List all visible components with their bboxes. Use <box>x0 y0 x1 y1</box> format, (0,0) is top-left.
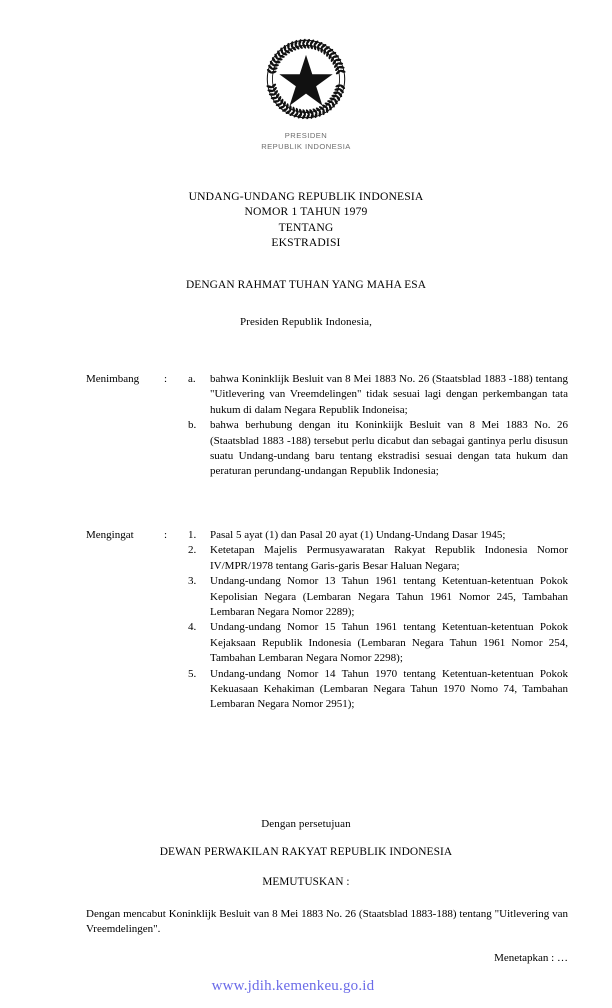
mengingat-colon: : <box>164 529 168 541</box>
title-line-number: NOMOR 1 TAHUN 1979 <box>244 205 368 219</box>
list-item <box>188 528 568 543</box>
clause-mengingat <box>86 528 568 713</box>
heading-presiden: Presiden Republik Indonesia, <box>239 316 373 328</box>
mengingat-label: Mengingat <box>86 529 134 541</box>
heading-rahmat: DENGAN RAHMAT TUHAN YANG MAHA ESA <box>185 279 427 291</box>
emblem-caption-line2: REPUBLIK INDONESIA <box>261 141 351 151</box>
item-text: bahwa Koninklijk Besluit van 8 Mei 1883 No. 26 (Staatsblad 1883 -188) tentang "Uitlevering van Vreemdelingen" tidak sesuai lagi dengan perkembangan tata hukum di dalam Negara Republik Indoneisa; <box>210 373 568 416</box>
item-text: Undang-undang Nomor 14 Tahun 1970 tentang Ketentuan-ketentuan Pokok Kekuasaan Kehakiman (Lembaran Negara Tahun 1970 Nomo 74, Tambahan Lembaran Negara Nomor 2951); <box>210 667 568 711</box>
emblem-caption-line1: PRESIDEN <box>284 131 328 140</box>
list-item <box>188 574 568 620</box>
item-marker: 4. <box>188 621 197 634</box>
footer-url-text[interactable]: www.jdih.kemenkeu.go.id <box>211 978 375 994</box>
title-line-subject: EKSTRADISI <box>271 236 341 250</box>
item-marker: 5. <box>188 667 197 680</box>
item-text: Pasal 5 ayat (1) dan Pasal 20 ayat (1) Undang-Undang Dasar 1945; <box>210 529 506 541</box>
list-item <box>188 667 568 713</box>
list-item <box>188 372 568 418</box>
footer-url[interactable] <box>0 978 612 995</box>
item-marker: b. <box>188 419 197 432</box>
menetapkan-line: Menetapkan : … <box>494 952 568 964</box>
heading-persetujuan: Dengan persetujuan <box>261 818 351 830</box>
list-item <box>188 620 568 666</box>
emblem-caption <box>0 131 612 152</box>
closing-paragraph: Dengan mencabut Koninklijk Besluit van 8 Mei 1883 No. 26 (Staatsblad 1883-188) tentang "Uitlevering van Vreemdelingen". <box>86 908 568 936</box>
item-marker: 3. <box>188 575 197 588</box>
menimbang-items <box>188 372 568 480</box>
title-line-tentang: TENTANG <box>278 220 334 234</box>
title-line-law-name: UNDANG-UNDANG REPUBLIK INDONESIA <box>188 190 424 203</box>
garuda-star-wreath-emblem <box>263 36 349 122</box>
document-title-block <box>0 189 612 251</box>
emblem-block <box>0 36 612 152</box>
item-text: Ketetapan Majelis Permusyawaratan Rakyat Republik Indonesia Nomor IV/MPR/1978 tentang Garis-garis Besar Haluan Negara; <box>210 544 568 572</box>
item-marker: 2. <box>188 544 197 557</box>
menimbang-label: Menimbang <box>86 373 140 385</box>
item-marker: a. <box>188 373 196 385</box>
item-marker: 1. <box>188 529 197 541</box>
heading-dpr: DEWAN PERWAKILAN RAKYAT REPUBLIK INDONESIA <box>159 846 453 858</box>
list-item <box>188 418 568 480</box>
clause-menimbang <box>86 372 568 480</box>
item-text: bahwa berhubung dengan itu Koninkiijk Besluit van 8 Mei 1883 No. 26 (Staatsblad 1883 -188) tersebut perlu dicabut dan sebagai gantinya perlu disusun suatu Undang-undang baru tentang ekstradisi sesuai dengan tata hukum dan peraturan perundang-undangan Republik Indonesia; <box>210 419 568 478</box>
item-text: Undang-undang Nomor 13 Tahun 1961 tentang Ketentuan-ketentuan Pokok Kepolisian Negara (Lembaran Negara Tahun 1961 Nomor 245, Tambahan Lembaran Negara Nomor 2289); <box>210 575 568 619</box>
heading-memutuskan: MEMUTUSKAN : <box>262 876 350 888</box>
mengingat-items <box>188 528 568 713</box>
menimbang-colon: : <box>164 373 168 385</box>
item-text: Undang-undang Nomor 15 Tahun 1961 tentang Ketentuan-ketentuan Pokok Kejaksaan Republik Indonesia (Lembaran Negara Tahun 1961 Nomor 254, Tambahan Lembaran Negara Nomor 2298); <box>210 621 568 665</box>
list-item <box>188 543 568 574</box>
